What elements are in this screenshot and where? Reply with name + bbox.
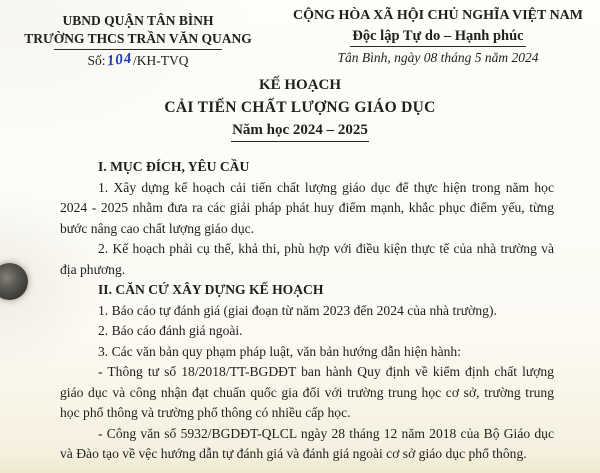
document-title-block xyxy=(0,76,600,142)
org-school-name: TRƯỜNG THCS TRẦN VĂN QUANG xyxy=(24,31,252,46)
national-title: CỘNG HÒA XÃ HỘI CHỦ NGHĨA VIỆT NAM xyxy=(292,8,583,23)
doc-title: KẾ HOẠCH xyxy=(258,77,342,93)
section-2-item: 2. Báo cáo đánh giá ngoài. xyxy=(98,323,243,338)
section-2-item: 3. Các văn bản quy phạm pháp luật, văn bản hướng dẫn hiện hành: xyxy=(98,343,461,359)
school-year-line: Năm học 2024 – 2025 xyxy=(231,121,369,142)
section-1-paragraph: 1. Xây dựng kế hoạch cải tiến chất lượng giáo dục để thực hiện trong năm học 2024 - 2025 nhằm đưa ra các giải pháp phát huy điểm mạnh, khắc phục điểm yếu, từng bước nâng cao chất lượng giáo dục. xyxy=(60,179,554,236)
section-2-bullet: - Công văn số 5932/BGDĐT-QLCL ngày 28 tháng 12 năm 2018 của Bộ Giáo dục và Đào tạo về vệc hướng dẫn tự đánh giá và đánh giá ngoài cơ sở giáo dục phổ thông. xyxy=(60,425,554,461)
national-motto-block xyxy=(276,7,600,70)
doc-subtitle: CẢI TIẾN CHẤT LƯỢNG GIÁO DỤC xyxy=(164,99,436,116)
document-number-line xyxy=(0,52,276,70)
national-motto: Độc lập Tự do – Hạnh phúc xyxy=(350,27,525,47)
org-underline-rule xyxy=(54,49,222,50)
org-parent-name: UBND QUẬN TÂN BÌNH xyxy=(62,13,214,28)
doc-number-suffix: /KH-TVQ xyxy=(133,53,189,68)
section-1-paragraph: 2. Kế hoạch phải cụ thể, khả thi, phù hợp với điều kiện thực tế của nhà trường và địa phương. xyxy=(60,241,554,277)
section-1-heading: I. MỤC ĐÍCH, YÊU CẦU xyxy=(98,159,250,174)
punch-hole xyxy=(0,263,28,300)
doc-number-handwritten: 104 xyxy=(105,50,133,70)
document-body xyxy=(60,157,554,465)
issuing-org-block xyxy=(0,7,276,70)
doc-number-label: Số: xyxy=(87,53,106,68)
document-header xyxy=(0,7,600,70)
section-2-item: 1. Báo cáo tự đánh giá (giai đoạn từ năm 2023 đến 2024 của nhà trường). xyxy=(98,302,497,318)
place-date-line: Tân Bình, ngày 08 tháng 5 năm 2024 xyxy=(337,50,539,65)
section-2-heading: II. CĂN CỨ XÂY DỰNG KẾ HOẠCH xyxy=(98,282,324,297)
section-2-bullet: - Thông tư số 18/2018/TT-BGDĐT ban hành Quy định về kiểm định chất lượng giáo dục và công nhận đạt chuẩn quốc gia đối với trường trung học cơ sở, trường trung học phổ thông và trường phổ thông có nhiều cấp học. xyxy=(60,364,554,420)
